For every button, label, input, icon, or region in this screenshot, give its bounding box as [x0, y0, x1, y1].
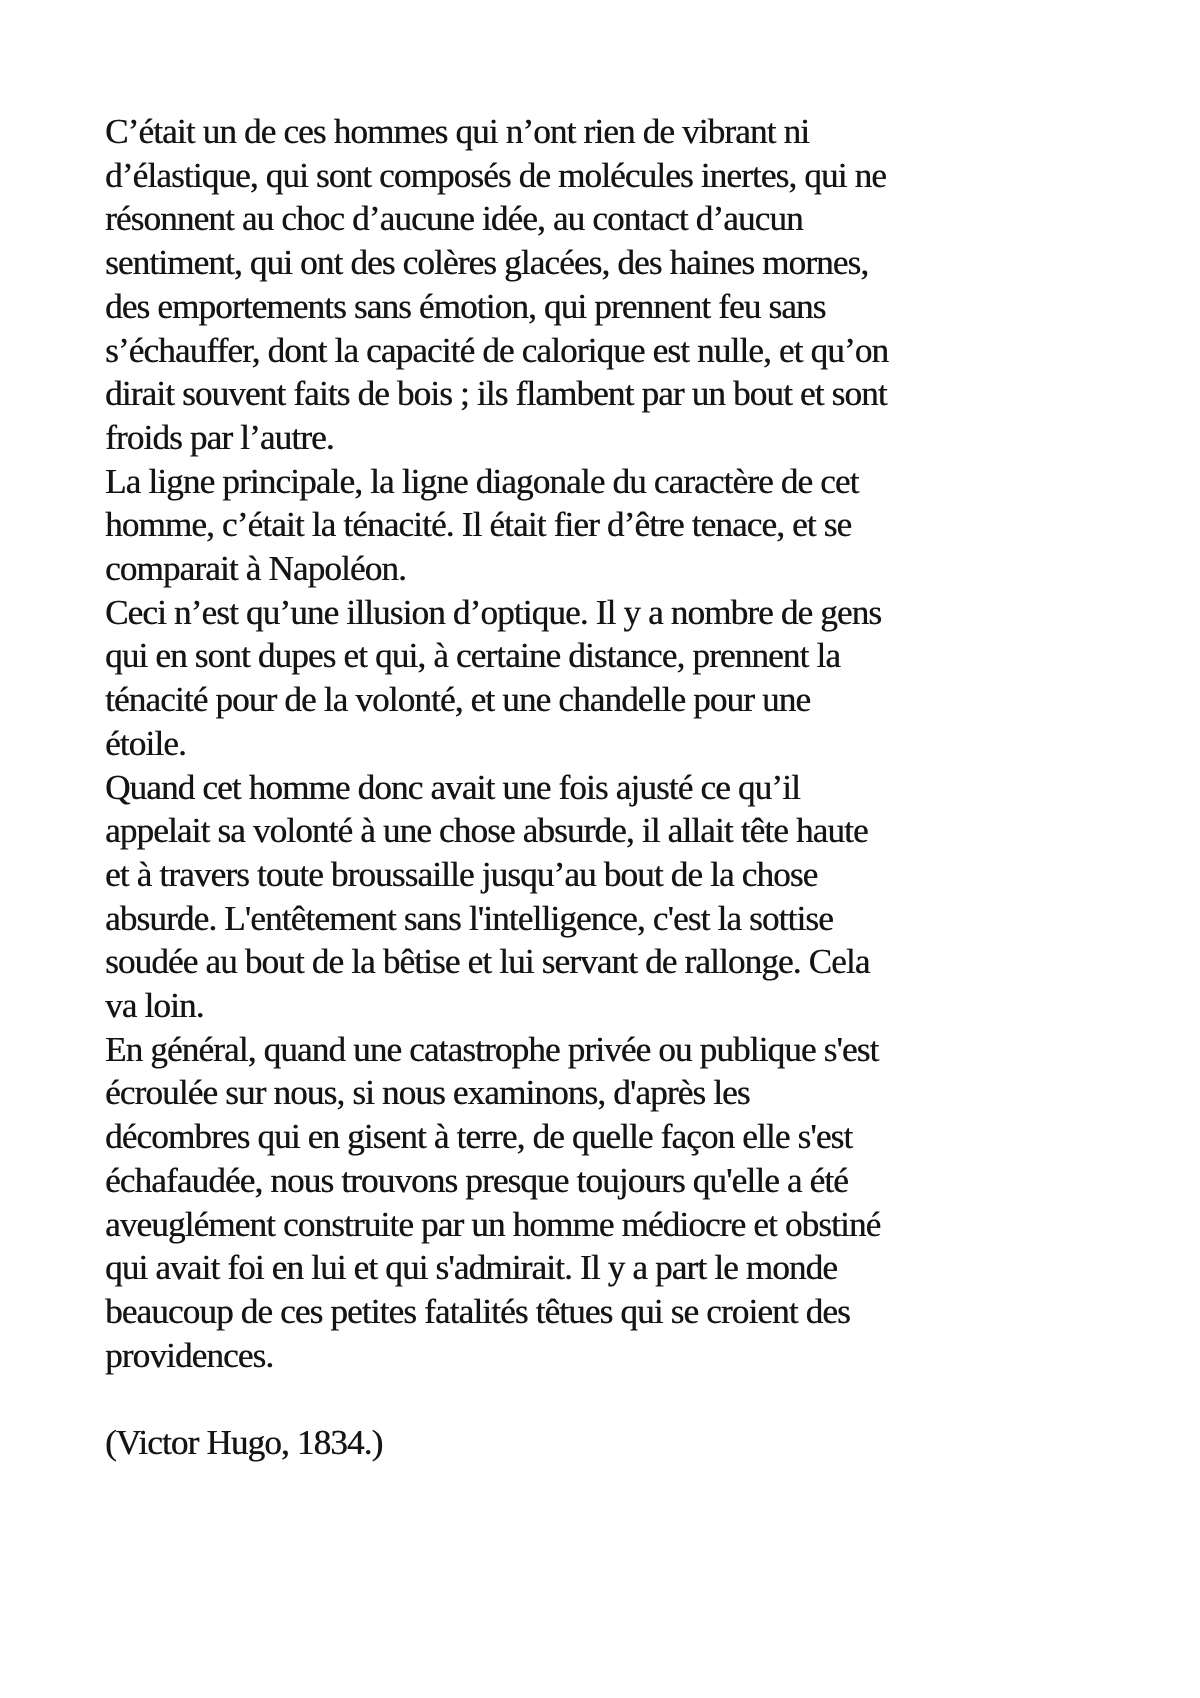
- document-page: [105, 110, 1105, 1465]
- attribution: [105, 1421, 1105, 1465]
- text-line: ténacité pour de la volonté, et une chandelle pour une: [105, 680, 811, 720]
- text-line: échafaudée, nous trouvons presque toujours qu'elle a été: [105, 1160, 848, 1200]
- text-line: Ceci n’est qu’une illusion d’optique. Il y a nombre de gens: [105, 592, 882, 632]
- text-line: aveuglément construite par un homme médiocre et obstiné: [105, 1204, 881, 1244]
- paragraph-4: [105, 766, 1105, 1028]
- text-line: des emportements sans émotion, qui prennent feu sans: [105, 286, 826, 326]
- text-line: décombres qui en gisent à terre, de quelle façon elle s'est: [105, 1117, 853, 1157]
- text-line: beaucoup de ces petites fatalités têtues qui se croient des: [105, 1291, 850, 1331]
- text-line: Quand cet homme donc avait une fois ajusté ce qu’il: [105, 767, 800, 807]
- text-line: providences.: [105, 1335, 274, 1375]
- text-line: et à travers toute broussaille jusqu’au bout de la chose: [105, 854, 818, 894]
- text-line: homme, c’était la ténacité. Il était fier d’être tenace, et se: [105, 505, 852, 545]
- text-line: froids par l’autre.: [105, 417, 334, 457]
- text-line: soudée au bout de la bêtise et lui servant de rallonge. Cela: [105, 942, 870, 982]
- text-line: écroulée sur nous, si nous examinons, d'après les: [105, 1073, 750, 1113]
- text-line: La ligne principale, la ligne diagonale du caractère de cet: [105, 461, 859, 501]
- text-line: C’était un de ces hommes qui n’ont rien de vibrant ni: [105, 112, 810, 151]
- text-line: En général, quand une catastrophe privée ou publique s'est: [105, 1029, 879, 1069]
- text-line: étoile.: [105, 723, 186, 763]
- paragraph-3: [105, 591, 1105, 766]
- attribution-line: (Victor Hugo, 1834.): [105, 1423, 383, 1463]
- text-line: qui en sont dupes et qui, à certaine distance, prennent la: [105, 636, 840, 676]
- text-line: absurde. L'entêtement sans l'intelligence, c'est la sottise: [105, 898, 833, 938]
- paragraph-5: [105, 1028, 1105, 1378]
- text-line: va loin.: [105, 986, 204, 1026]
- text-line: qui avait foi en lui et qui s'admirait. Il y a part le monde: [105, 1248, 837, 1288]
- text-line: sentiment, qui ont des colères glacées, des haines mornes,: [105, 243, 869, 283]
- text-line: d’élastique, qui sont composés de molécules inertes, qui ne: [105, 155, 886, 195]
- text-line: résonnent au choc d’aucune idée, au contact d’aucun: [105, 199, 803, 239]
- text-line: appelait sa volonté à une chose absurde, il allait tête haute: [105, 811, 868, 851]
- paragraph-2: [105, 460, 1105, 591]
- paragraph-1: [105, 110, 1105, 460]
- text-line: comparait à Napoléon.: [105, 549, 406, 589]
- text-line: dirait souvent faits de bois ; ils flambent par un bout et sont: [105, 374, 887, 414]
- text-line: s’échauffer, dont la capacité de calorique est nulle, et qu’on: [105, 330, 889, 370]
